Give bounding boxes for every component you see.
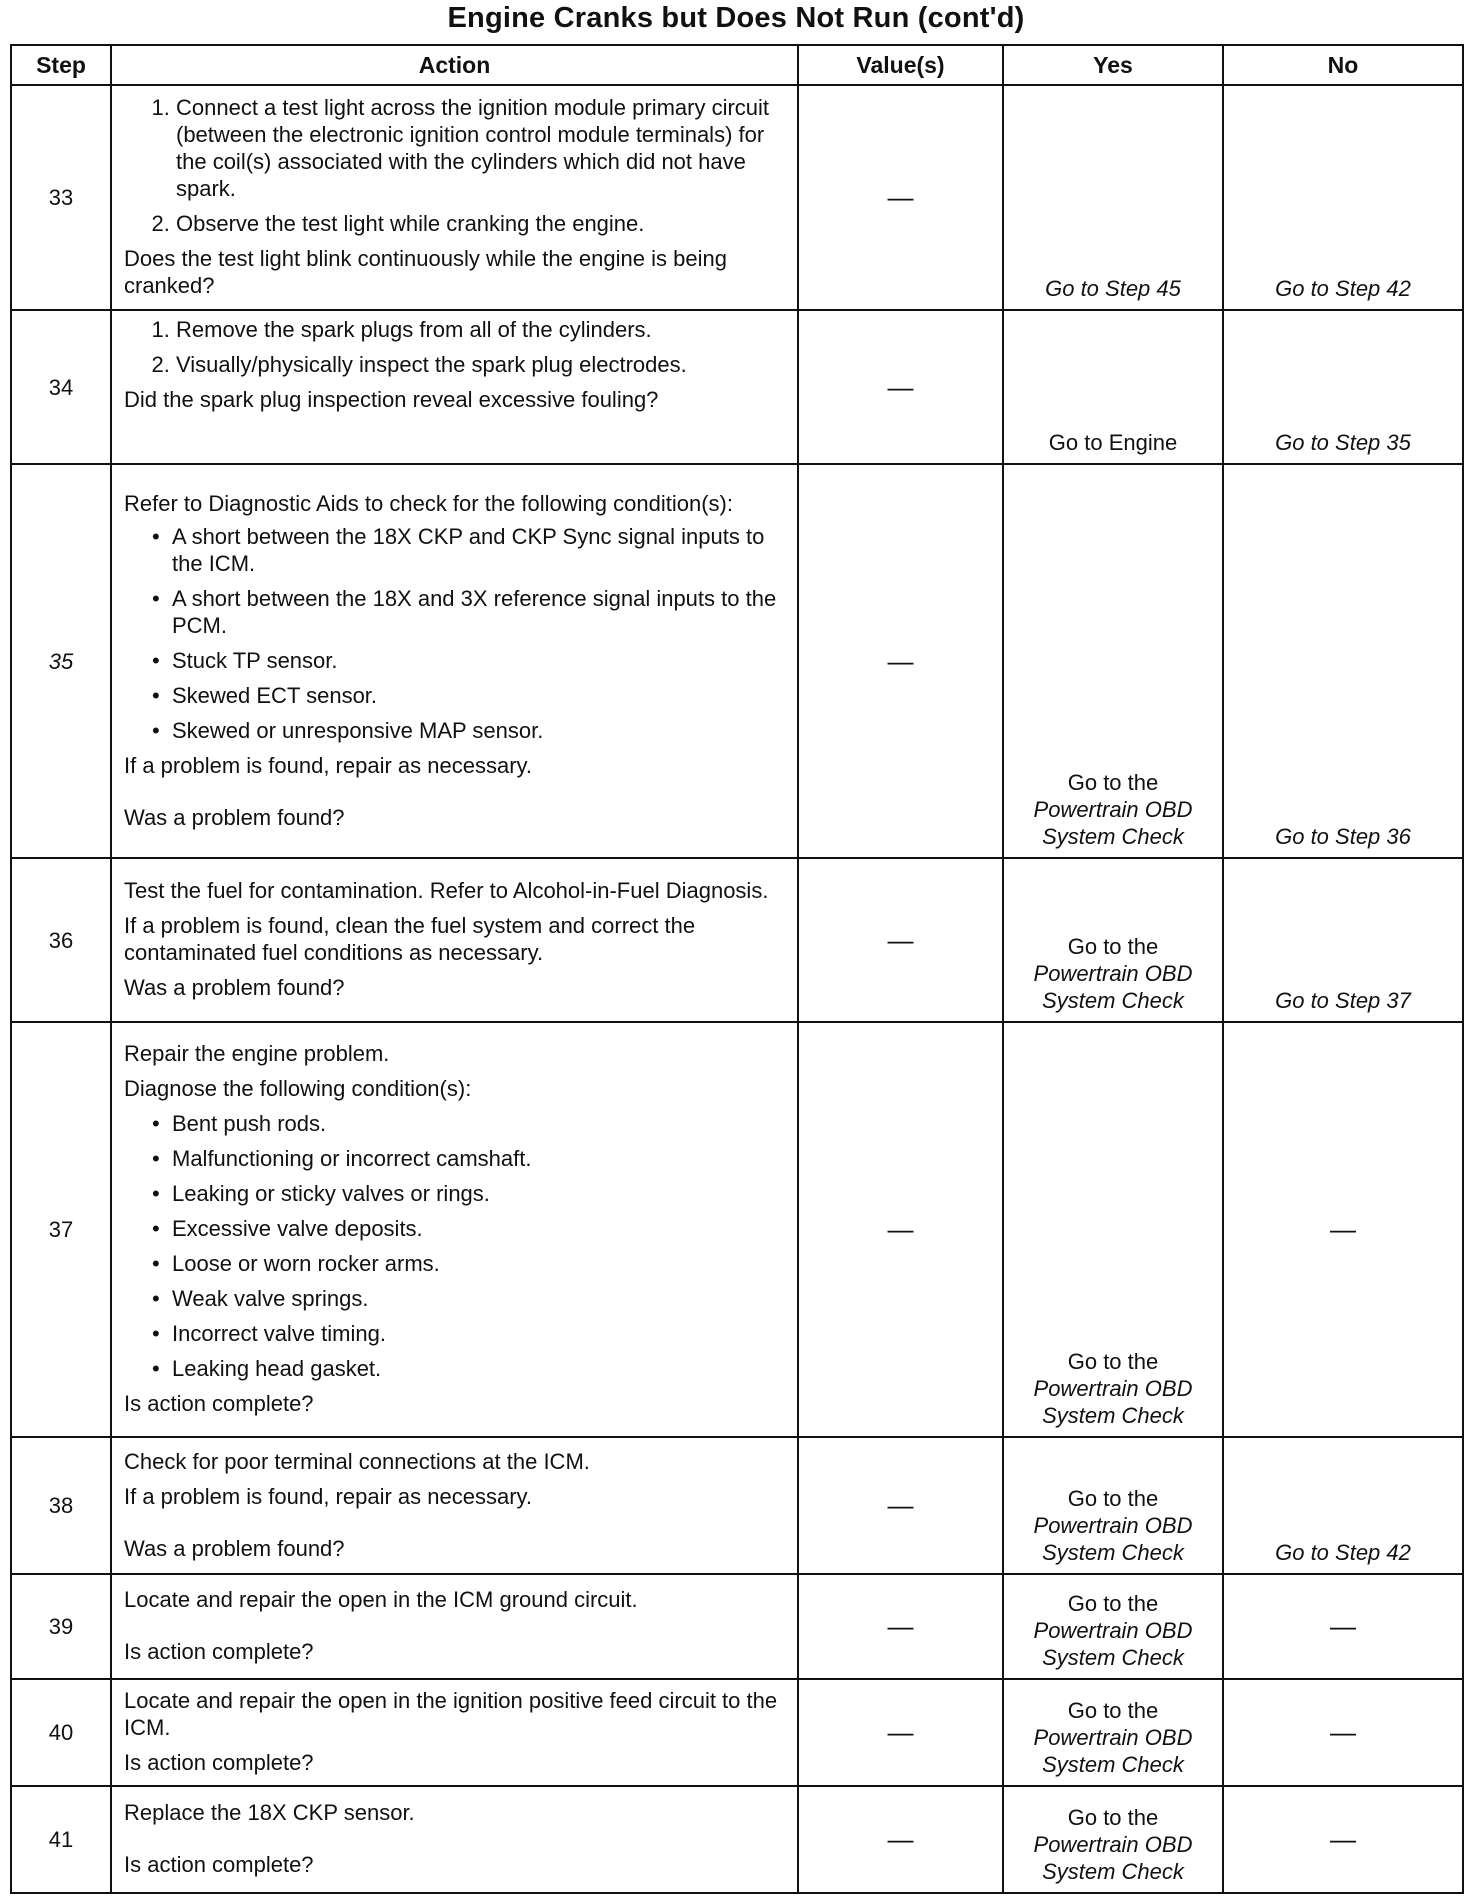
action-intro: Replace the 18X CKP sensor.: [124, 1800, 415, 1825]
no-cell: —: [1223, 1786, 1463, 1893]
action-question: Was a problem found?: [124, 804, 345, 830]
yes-cell: [1003, 464, 1223, 858]
action-repair: If a problem is found, repair as necessary.: [124, 752, 533, 778]
no-cell: Go to Step 42: [1223, 85, 1463, 310]
page-title: Engine Cranks but Does Not Run (cont'd): [447, 2, 1025, 34]
value-cell: —: [798, 464, 1003, 858]
yes-cell: Go to Engine: [1003, 310, 1223, 464]
step-number: 41: [11, 1786, 111, 1893]
action-question: Did the spark plug inspection reveal excessive fouling?: [124, 387, 659, 412]
table-row: [11, 85, 1463, 310]
condition-item: • Bent push rods.: [172, 1110, 785, 1137]
condition-item: • A short between the 18X and 3X reference signal inputs to the PCM.: [172, 585, 785, 639]
action-question: Was a problem found?: [124, 975, 345, 1000]
value-cell: —: [798, 310, 1003, 464]
condition-item: • Skewed or unresponsive MAP sensor.: [172, 717, 785, 744]
step-number: 40: [11, 1679, 111, 1786]
action-diagnose: Diagnose the following condition(s):: [124, 1076, 472, 1101]
condition-list: [124, 1110, 785, 1382]
yes-line2: Powertrain OBD System Check: [1033, 1376, 1193, 1428]
condition-item: • Leaking or sticky valves or rings.: [172, 1180, 785, 1207]
action-cell: [111, 464, 798, 858]
yes-line2: Powertrain OBD System Check: [1033, 1725, 1193, 1777]
table-row: [11, 310, 1463, 464]
action-cell: [111, 1022, 798, 1437]
no-cell: —: [1223, 1679, 1463, 1786]
step-number: 37: [11, 1022, 111, 1437]
header-values: Value(s): [798, 45, 1003, 85]
action-question: Is action complete?: [124, 1852, 314, 1877]
step-number: 35: [11, 464, 111, 858]
value-cell: —: [798, 1022, 1003, 1437]
value-cell: —: [798, 85, 1003, 310]
table-row: [11, 858, 1463, 1022]
no-cell: Go to Step 36: [1223, 464, 1463, 858]
action-steps: [124, 316, 785, 378]
yes-line1: Go to the: [1067, 1591, 1159, 1616]
condition-list: [124, 523, 785, 744]
action-cell: [111, 1786, 798, 1893]
value-cell: —: [798, 858, 1003, 1022]
table-row: [11, 1022, 1463, 1437]
action-repair: If a problem is found, repair as necessary.: [124, 1483, 533, 1509]
table-row: [11, 1786, 1463, 1893]
action-question: Is action complete?: [124, 1391, 314, 1416]
action-item: 1. Connect a test light across the ignition module primary circuit (between the electronic ignition control module terminals) for the coil(s) associated with the cylinders which did not have spark.: [176, 94, 785, 202]
action-intro: Check for poor terminal connections at the ICM.: [124, 1448, 590, 1474]
condition-item: • Stuck TP sensor.: [172, 647, 785, 674]
no-cell: —: [1223, 1022, 1463, 1437]
step-number: 34: [11, 310, 111, 464]
action-intro: Test the fuel for contamination. Refer to Alcohol-in-Fuel Diagnosis.: [124, 878, 769, 903]
step-number: 38: [11, 1437, 111, 1574]
action-item: 2. Visually/physically inspect the spark plug electrodes.: [176, 351, 785, 378]
header-step: Step: [11, 45, 111, 85]
table-row: [11, 464, 1463, 858]
condition-item: • Incorrect valve timing.: [172, 1320, 785, 1347]
yes-line1: Go to the: [1067, 1805, 1159, 1830]
yes-line1: Go to the: [1067, 1349, 1159, 1374]
header-yes: Yes: [1003, 45, 1223, 85]
action-cell: [111, 1574, 798, 1679]
yes-cell: [1003, 1437, 1223, 1574]
step-number: 39: [11, 1574, 111, 1679]
action-intro: Refer to Diagnostic Aids to check for the following condition(s):: [124, 490, 733, 516]
condition-item: • Loose or worn rocker arms.: [172, 1250, 785, 1277]
header-action: Action: [111, 45, 798, 85]
yes-cell: [1003, 1679, 1223, 1786]
action-cell: [111, 310, 798, 464]
no-cell: Go to Step 35: [1223, 310, 1463, 464]
yes-line1: Go to the: [1067, 770, 1159, 795]
condition-item: • A short between the 18X CKP and CKP Sync signal inputs to the ICM.: [172, 523, 785, 577]
action-steps: [124, 94, 785, 237]
action-cell: [111, 858, 798, 1022]
action-intro: Locate and repair the open in the ICM ground circuit.: [124, 1587, 638, 1612]
action-cell: [111, 1679, 798, 1786]
action-question: Is action complete?: [124, 1750, 314, 1775]
action-intro: Repair the engine problem.: [124, 1041, 390, 1066]
condition-item: • Weak valve springs.: [172, 1285, 785, 1312]
table-header-row: [11, 45, 1463, 85]
step-number: 36: [11, 858, 111, 1022]
step-number: 33: [11, 85, 111, 310]
yes-line2: Powertrain OBD System Check: [1033, 961, 1193, 1013]
condition-item: • Skewed ECT sensor.: [172, 682, 785, 709]
value-cell: —: [798, 1786, 1003, 1893]
value-cell: —: [798, 1437, 1003, 1574]
value-cell: —: [798, 1574, 1003, 1679]
action-intro: Locate and repair the open in the ignition positive feed circuit to the ICM.: [124, 1688, 778, 1740]
no-cell: Go to Step 42: [1223, 1437, 1463, 1574]
yes-cell: [1003, 1574, 1223, 1679]
yes-cell: [1003, 858, 1223, 1022]
yes-line1: Go to the: [1067, 934, 1159, 959]
action-cell: [111, 85, 798, 310]
action-item: 1. Remove the spark plugs from all of the cylinders.: [176, 316, 785, 343]
no-cell: Go to Step 37: [1223, 858, 1463, 1022]
yes-line2: Powertrain OBD System Check: [1033, 1513, 1193, 1565]
yes-cell: [1003, 1022, 1223, 1437]
diagnostic-table: [10, 44, 1464, 1894]
yes-line2: Powertrain OBD System Check: [1033, 797, 1193, 849]
action-question: Does the test light blink continuously while the engine is being cranked?: [124, 246, 727, 298]
action-question: Was a problem found?: [124, 1535, 345, 1561]
condition-item: • Excessive valve deposits.: [172, 1215, 785, 1242]
yes-line1: Go to the: [1067, 1486, 1159, 1511]
yes-line2: Powertrain OBD System Check: [1033, 1832, 1193, 1884]
action-question: Is action complete?: [124, 1639, 314, 1664]
yes-cell: Go to Step 45: [1003, 85, 1223, 310]
table-row: [11, 1437, 1463, 1574]
action-cell: [111, 1437, 798, 1574]
condition-item: • Leaking head gasket.: [172, 1355, 785, 1382]
action-item: 2. Observe the test light while cranking the engine.: [176, 210, 785, 237]
yes-line1: Go to the: [1067, 1698, 1159, 1723]
table-row: [11, 1679, 1463, 1786]
table-row: [11, 1574, 1463, 1679]
header-no: No: [1223, 45, 1463, 85]
condition-item: • Malfunctioning or incorrect camshaft.: [172, 1145, 785, 1172]
action-repair: If a problem is found, clean the fuel system and correct the contaminated fuel conditions as necessary.: [124, 913, 696, 965]
value-cell: —: [798, 1679, 1003, 1786]
no-cell: —: [1223, 1574, 1463, 1679]
yes-line2: Powertrain OBD System Check: [1033, 1618, 1193, 1670]
yes-cell: [1003, 1786, 1223, 1893]
